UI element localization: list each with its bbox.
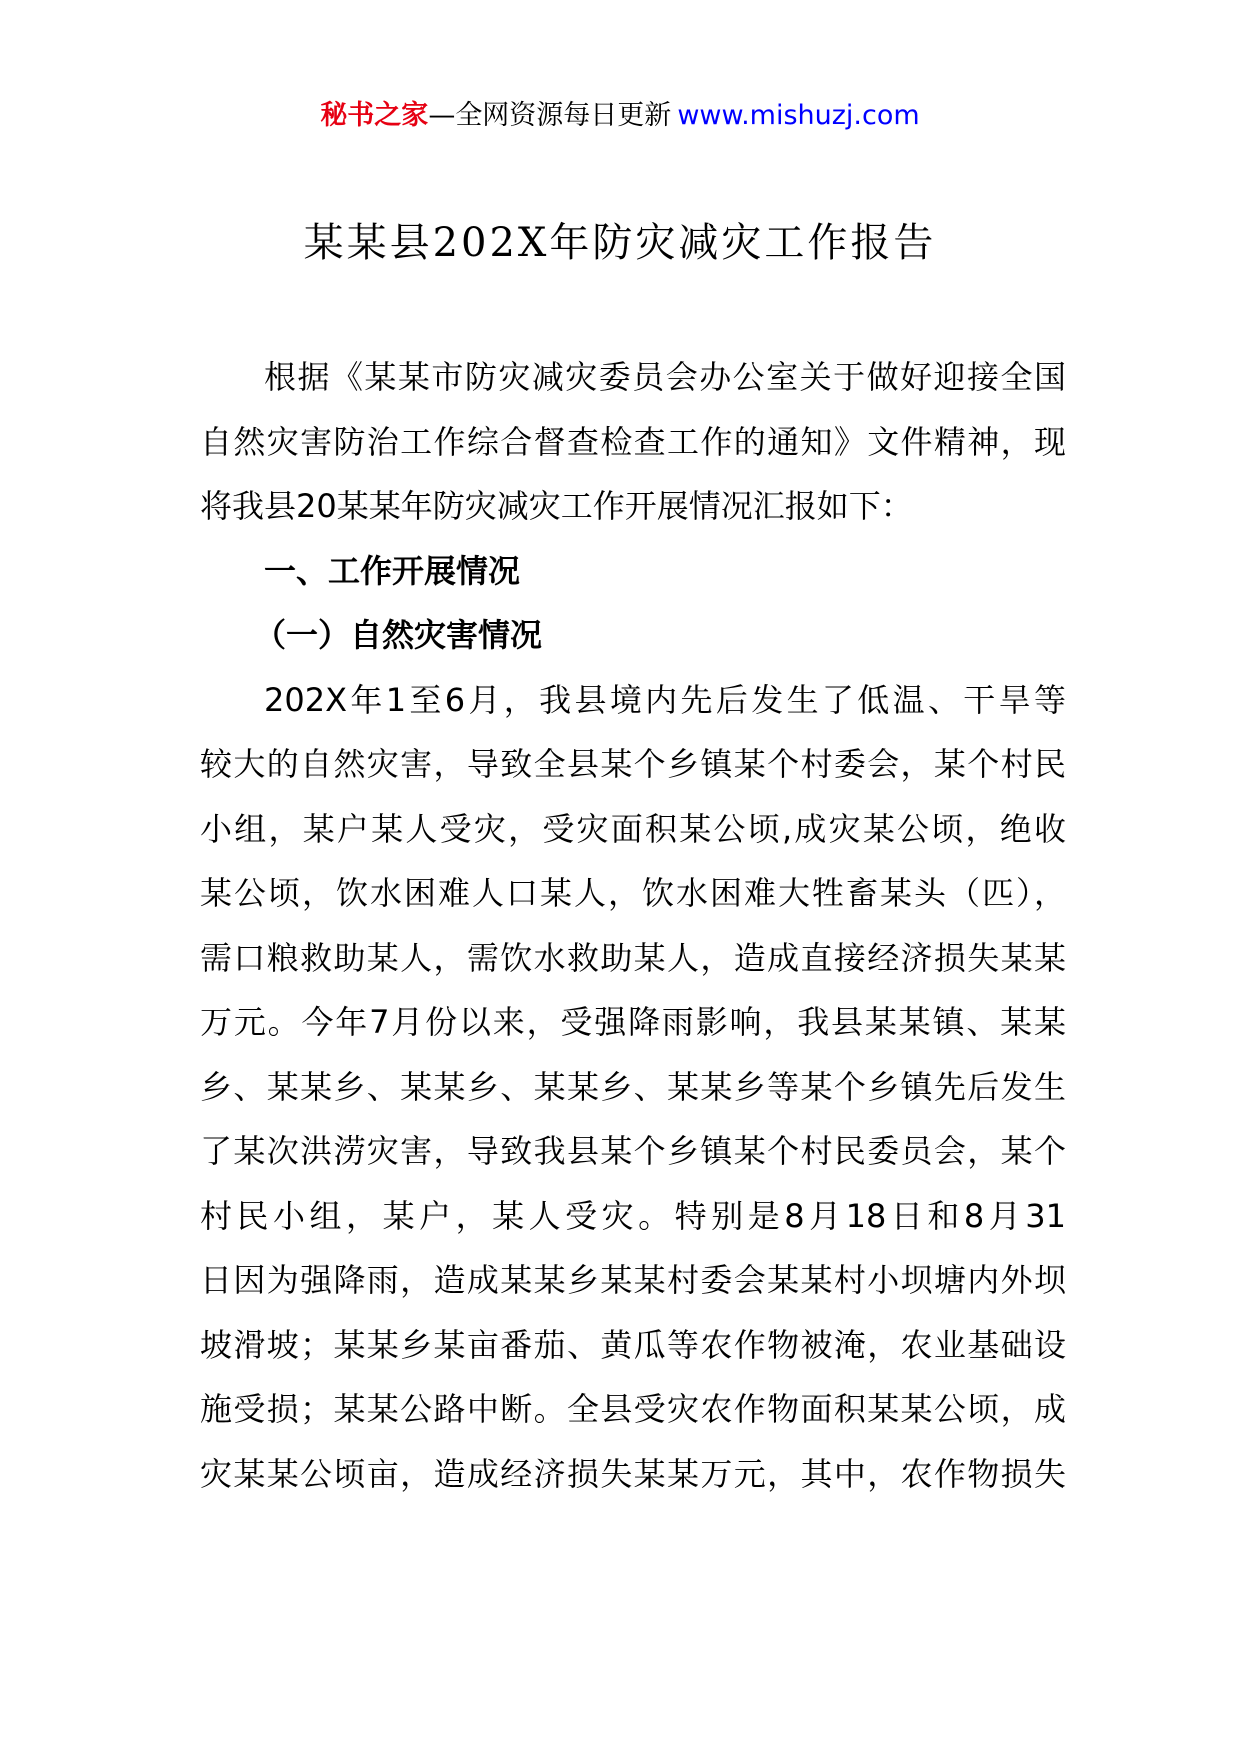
intro-line: 根据《某某市防灾减灾委员会办公室关于做好迎接全国 — [264, 358, 1066, 396]
paragraph-line: 小组，某户某人受灾，受灾面积某公顷,成灾某公顷，绝收 — [200, 809, 1066, 848]
site-slogan: —全网资源每日更新 — [428, 100, 672, 131]
paragraph-line: 乡、某某乡、某某乡、某某乡、某某乡等某个乡镇先后发生 — [200, 1067, 1066, 1106]
paragraph-line: 202X年1至6月，我县境内先后发生了低温、干旱等 — [264, 680, 1066, 719]
paragraph-line: 日因为强降雨，造成某某乡某某村委会某某村小坝塘内外坝 — [200, 1261, 1066, 1299]
paragraph-line: 施受损；某某公路中断。全县受灾农作物面积某某公顷，成 — [200, 1390, 1066, 1428]
paragraph-line: 灾某某公顷亩，造成经济损失某某万元，其中，农作物损失 — [200, 1454, 1066, 1493]
section-subheading: （一）自然灾害情况 — [254, 616, 543, 654]
paragraph-line: 某公顷，饮水困难人口某人，饮水困难大牲畜某头（匹）， — [200, 874, 1066, 912]
paragraph-line: 需口粮救助某人，需饮水救助某人，造成直接经济损失某某 — [200, 938, 1066, 977]
site-brand-name: 秘书之家 — [320, 100, 429, 131]
paragraph-line: 了某次洪涝灾害，导致我县某个乡镇某个村民委员会，某个 — [200, 1132, 1066, 1170]
intro-line: 将我县20某某年防灾减灾工作开展情况汇报如下： — [200, 487, 913, 525]
paragraph-line: 村民小组，某户，某人受灾。特别是8月18日和8月31 — [200, 1196, 1066, 1235]
paragraph-line: 较大的自然灾害，导致全县某个乡镇某个村委会，某个村民 — [200, 745, 1066, 783]
site-header — [0, 98, 1240, 134]
document-body — [200, 345, 1066, 1506]
paragraph-line: 坡滑坡；某某乡某亩番茄、黄瓜等农作物被淹，农业基础设 — [200, 1325, 1066, 1364]
paragraph-line: 万元。今年7月份以来，受强降雨影响，我县某某镇、某某 — [200, 1003, 1066, 1041]
document-title: 某某县202X年防灾减灾工作报告 — [303, 220, 937, 266]
section-heading: 一、工作开展情况 — [264, 551, 521, 590]
site-url-link[interactable]: www.mishuzj.com — [677, 100, 920, 131]
intro-line: 自然灾害防治工作综合督查检查工作的通知》文件精神，现 — [200, 422, 1066, 461]
